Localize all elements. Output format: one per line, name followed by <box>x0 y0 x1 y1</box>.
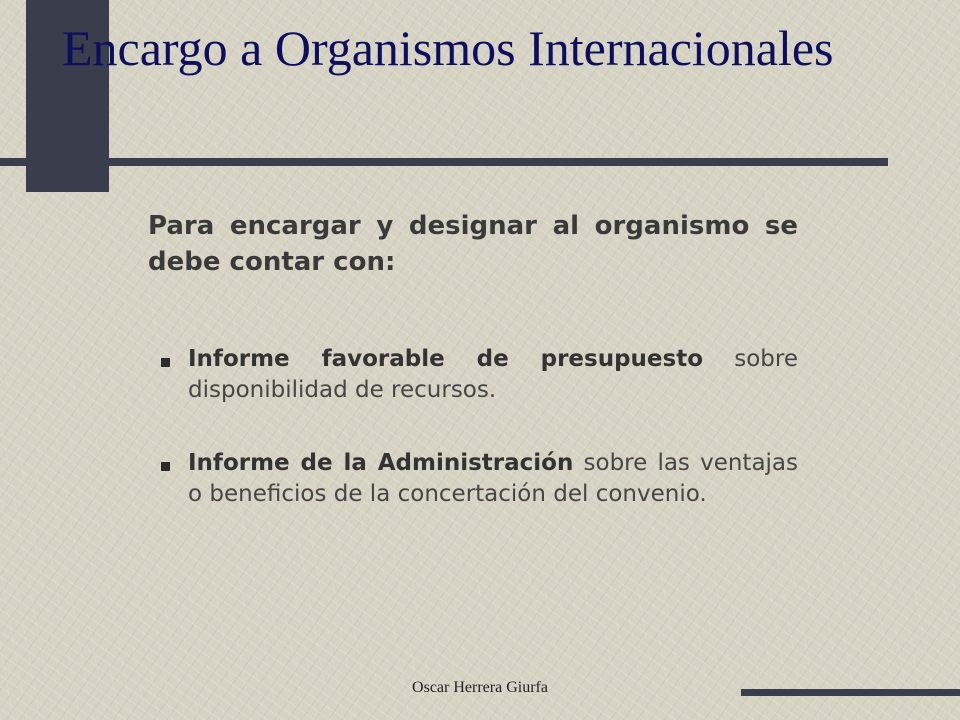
title-divider <box>0 158 888 166</box>
list-item <box>158 448 798 510</box>
intro-text: Para encargar y designar al organismo se debe contar con: <box>148 211 798 277</box>
bullet-rest-text: sobre disponibilidad de recursos. <box>188 346 798 403</box>
footer-divider <box>741 689 960 696</box>
bullet-rest-text: sobre las ventajas o beneficios de la concertación del convenio. <box>188 450 799 507</box>
square-bullet-icon <box>161 462 170 471</box>
slide-title: Encargo a Organismos Internacionales <box>62 20 834 76</box>
bullet-bold-text: Informe favorable de presupuesto <box>188 346 703 372</box>
bullet-text <box>188 448 798 510</box>
bullet-bold-text: Informe de la Administración <box>188 450 574 476</box>
list-item <box>158 344 798 406</box>
bullet-text <box>188 344 798 406</box>
square-bullet-icon <box>161 358 170 367</box>
bullet-list <box>158 344 798 552</box>
footer-author: Oscar Herrera Giurfa <box>412 679 548 696</box>
